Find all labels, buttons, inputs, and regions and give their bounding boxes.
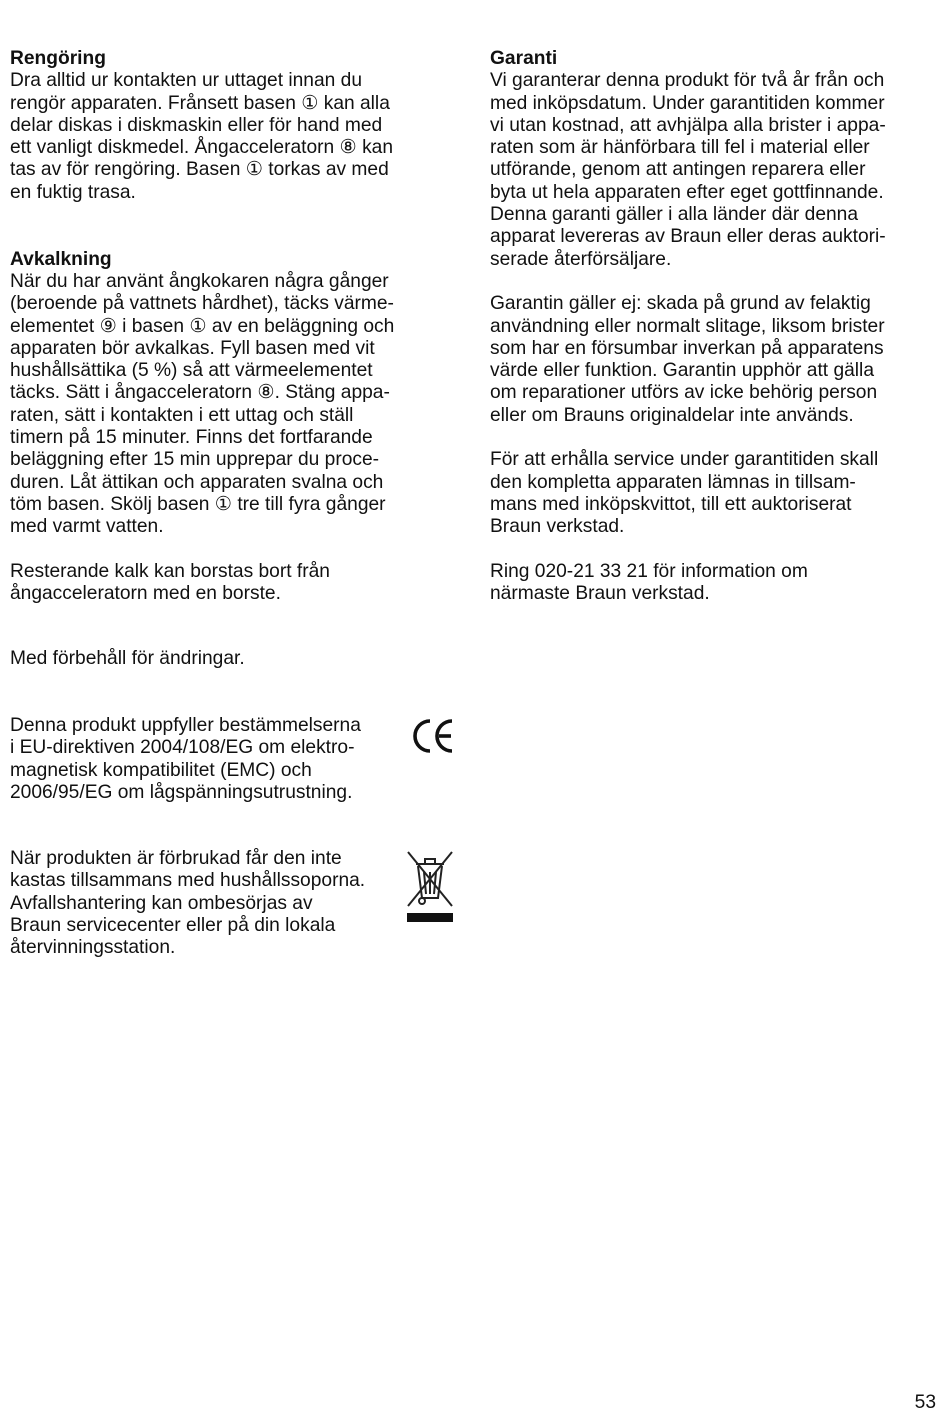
warranty-exclusions-paragraph: Garantin gäller ej: skada på grund av felaktig användning eller normalt slitage, liksom brister som har en försumbar inverkan på apparatens värde eller funktion. Garantin upphör att gälla om reparationer utförs av icke behörig person eller om Brauns originaldelar inte används. [490, 293, 885, 426]
disposal-block [10, 848, 410, 959]
right-column [490, 48, 940, 605]
residual-lime-paragraph: Resterande kalk kan borstas bort från ångacceleratorn med en borste. [10, 560, 330, 605]
ce-compliance-text: Denna produkt uppfyller bestämmelserna i EU-direktiven 2004/108/EG om elektro- magnetisk kompatibilitet (EMC) och 2006/95/EG om lågspänningsutrustning. [10, 715, 361, 803]
crossed-out-bin-icon [404, 850, 456, 926]
change-notice [10, 648, 410, 670]
service-phone-paragraph: Ring 020-21 33 21 för information om närmaste Braun verkstad. [490, 560, 808, 605]
cleaning-heading: Rengöring [10, 48, 106, 69]
descaling-paragraph: När du har använt ångkokaren några gånger (beroende på vattnets hårdhet), täcks värme- elementet ⑨ i basen ① av en beläggning och apparaten bör avkalkas. Fyll basen med vit hushållsättika (5 %) så att värmeelementet täcks. Sätt i ångacceleratorn ⑧. Stäng appa- raten, sätt i kontakten i ett uttag och ställ timern på 15 minuter. Finns det fortfarande beläggning efter 15 min upprepar du proce- duren. Låt ättikan och apparaten svalna och töm basen. Skölj basen ① tre till fyra gånger med varmt vatten. [10, 270, 395, 538]
left-column [10, 48, 465, 605]
descaling-heading: Avkalkning [10, 248, 112, 270]
page-number: 53 [914, 1392, 936, 1413]
warranty-service-paragraph: För att erhålla service under garantitiden skall den kompletta apparaten lämnas in tillsam- mans med inköpskvittot, till ett auktoriserat Braun verkstad. [490, 449, 879, 538]
ce-mark-icon [410, 716, 456, 756]
warranty-paragraph: Vi garanterar denna produkt för två år från och med inköpsdatum. Under garantitiden kommer vi utan kostnad, att avhjälpa alla brister i appa- raten som är hänförbara till fel i material eller utförande, genom att antingen reparera eller byta ut hela apparaten efter eget gottfinnande. Denna garanti gäller i alla länder där denna apparat levereras av Braun eller deras auktori- serade återförsäljare. [490, 70, 886, 270]
disposal-text: När produkten är förbrukad får den inte kastas tillsammans med hushållssoporna. Avfallshantering kan ombesörjas av Braun servicecenter eller på din lokala återvinningsstation. [10, 848, 366, 959]
change-notice-text: Med förbehåll för ändringar. [10, 648, 245, 669]
warranty-heading: Garanti [490, 48, 558, 69]
cleaning-paragraph: Dra alltid ur kontakten ur uttaget innan du rengör apparaten. Frånsett basen ① kan alla delar diskas i diskmaskin eller för hand med ett vanligt diskmedel. Ångacceleratorn ⑧ kan tas av för rengöring. Basen ① torkas av med en fuktig trasa. [10, 70, 394, 203]
ce-compliance-block [10, 715, 410, 804]
